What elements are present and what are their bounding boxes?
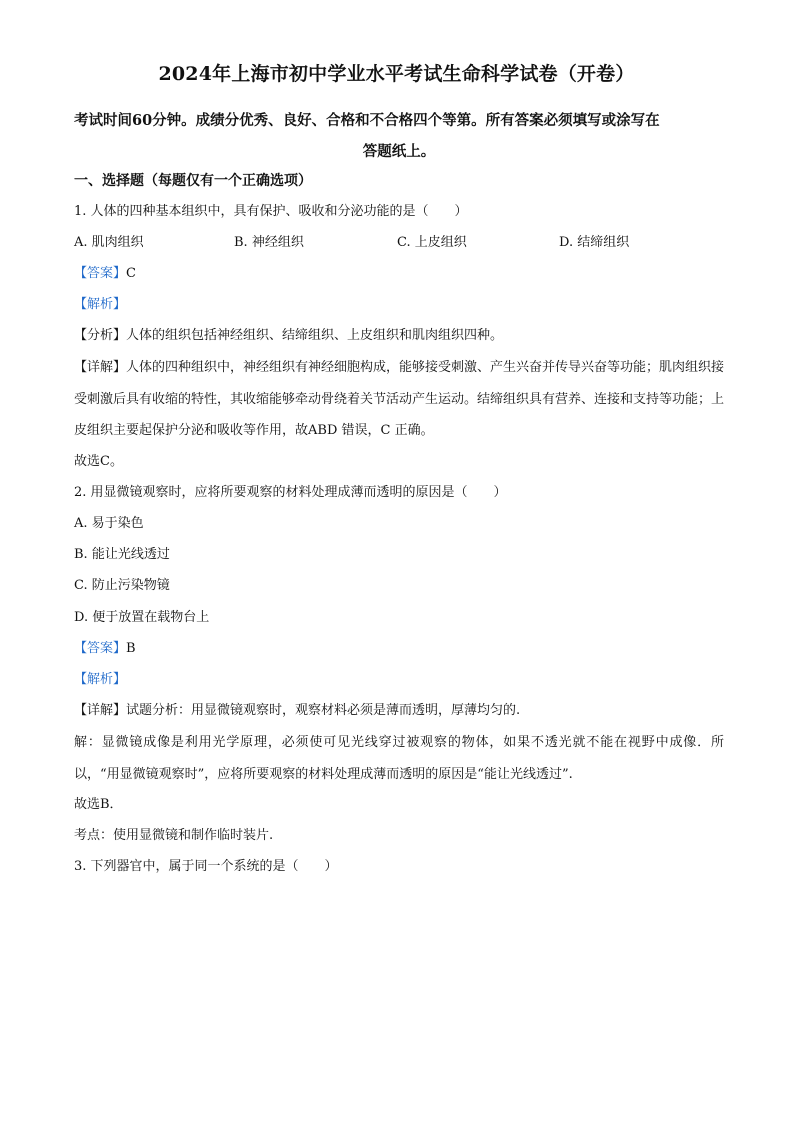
q2-detail: 【详解】试题分析：用显微镜观察时，观察材料必须是薄而透明，厚薄均匀的. xyxy=(74,703,521,718)
q2-option-c: C. 防止污染物镜 xyxy=(74,578,170,593)
q2-option-b: B. 能让光线透过 xyxy=(74,547,170,562)
section-heading: 一、选择题（每题仅有一个正确选项） xyxy=(74,173,312,189)
q2-option-d: D. 便于放置在载物台上 xyxy=(74,610,210,625)
q1-option-a: A. 肌肉组织 xyxy=(74,235,144,250)
question-3: 3. 下列器官中，属于同一个系统的是（ ） xyxy=(74,859,338,874)
question-1: 1. 人体的四种基本组织中，具有保护、吸收和分泌功能的是（ ） xyxy=(74,204,468,219)
answer-value: C xyxy=(126,266,136,281)
answer-value: B xyxy=(126,641,136,656)
q2-option-a: A. 易于染色 xyxy=(74,516,144,531)
q2-analysis-tag: 【解析】 xyxy=(74,672,127,687)
question-1-options xyxy=(74,233,724,253)
q1-conclusion: 故选C。 xyxy=(74,454,123,469)
q2-explain: 解：显微镜成像是利用光学原理，必须使可见光线穿过被观察的物体，如果不透光就不能在视野中成像．所以，“用显微镜观察时”，应将所要观察的材料处理成薄而透明的原因是“能让光线透过”. xyxy=(74,735,724,782)
instructions-line-2: 答题纸上。 xyxy=(362,143,436,160)
q1-analysis-tag: 【解析】 xyxy=(74,297,127,312)
question-2: 2. 用显微镜观察时，应将所要观察的材料处理成薄而透明的原因是（ ） xyxy=(74,485,507,500)
exam-title: 2024年上海市初中学业水平考试生命科学试卷（开卷） xyxy=(158,63,635,85)
answer-tag: 【答案】 xyxy=(74,266,127,281)
q1-fenxi: 【分析】人体的组织包括神经组织、结缔组织、上皮组织和肌肉组织四种。 xyxy=(74,328,504,343)
q2-kaodian: 考点：使用显微镜和制作临时装片. xyxy=(74,828,274,843)
q1-option-c: C. 上皮组织 xyxy=(397,235,467,250)
q2-conclusion: 故选B． xyxy=(74,797,123,812)
q1-answer xyxy=(74,264,724,284)
exam-instructions xyxy=(74,105,724,167)
instructions-line-1: 考试时间60分钟。成绩分优秀、良好、合格和不合格四个等第。所有答案必须填写或涂写在 xyxy=(74,112,660,129)
q1-option-d: D. 结缔组织 xyxy=(559,235,630,250)
q1-option-b: B. 神经组织 xyxy=(234,235,304,250)
q1-detail: 【详解】人体的四种组织中，神经组织有神经细胞构成，能够接受刺激、产生兴奋并传导兴奋等功能；肌肉组织接受刺激后具有收缩的特性，其收缩能够牵动骨绕着关节活动产生运动。结缔组织具有营养、连接和支持等功能；上皮组织主要起保护分泌和吸收等作用，故ABD 错误，C 正确。 xyxy=(74,360,725,438)
answer-tag: 【答案】 xyxy=(74,641,127,656)
q2-answer xyxy=(74,639,724,659)
